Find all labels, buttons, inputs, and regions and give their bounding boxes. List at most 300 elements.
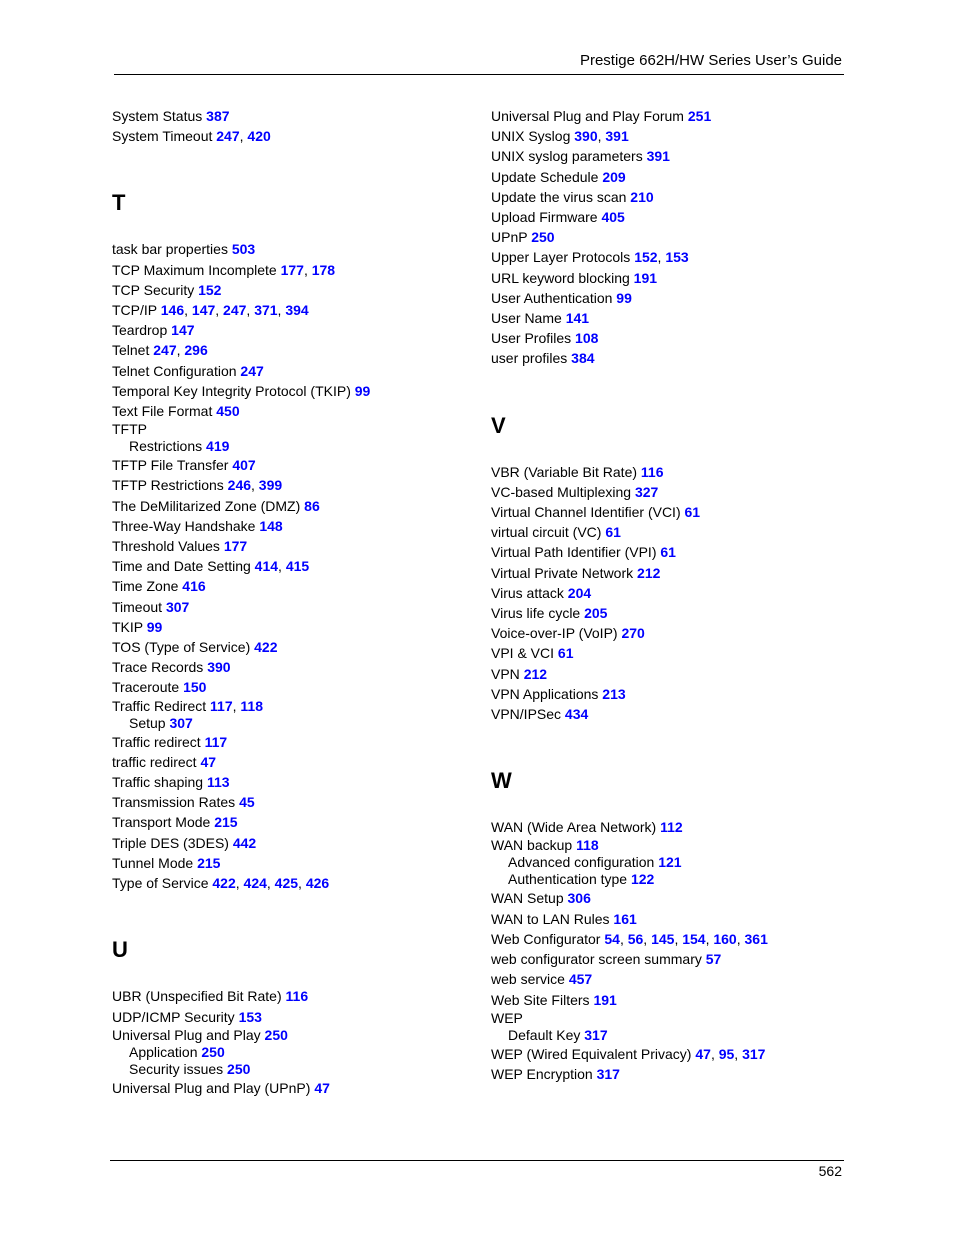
index-term: TCP Maximum Incomplete xyxy=(112,261,277,278)
page-link[interactable]: 117 xyxy=(204,733,228,750)
index-entry xyxy=(491,603,871,623)
index-entry xyxy=(112,475,492,495)
header-rule xyxy=(114,74,844,75)
index-term: VBR (Variable Bit Rate) xyxy=(491,463,638,480)
page-link[interactable]: 246 xyxy=(227,477,252,494)
index-entry xyxy=(112,320,492,340)
index-term: WEP xyxy=(491,1009,523,1026)
index-subentry xyxy=(491,871,871,888)
page-link[interactable]: 118 xyxy=(576,837,599,854)
index-entry xyxy=(112,361,492,381)
page-link[interactable]: 422 xyxy=(212,875,236,892)
index-entry xyxy=(112,597,492,617)
index-entry xyxy=(112,381,492,401)
page-link[interactable]: 153 xyxy=(238,1008,262,1025)
index-term: System Status xyxy=(112,108,203,124)
index-term: Text File Format xyxy=(112,403,213,420)
page-separator: , xyxy=(277,302,286,319)
index-entry xyxy=(112,677,492,697)
index-entry xyxy=(112,260,492,280)
index-entry xyxy=(491,207,871,227)
page-link[interactable]: 391 xyxy=(605,128,629,145)
page-link[interactable]: 390 xyxy=(574,128,598,145)
index-entry xyxy=(112,496,492,516)
page-link[interactable]: 56 xyxy=(627,930,644,947)
index-term: VPN/IPSec xyxy=(491,706,562,723)
index-term: Voice-over-IP (VoIP) xyxy=(491,625,618,642)
index-term: Temporal Key Integrity Protocol (TKIP) xyxy=(112,382,351,399)
index-term: Web Site Filters xyxy=(491,991,590,1008)
index-entry xyxy=(112,657,492,677)
page-link[interactable]: 122 xyxy=(630,871,655,888)
page-link[interactable]: 317 xyxy=(584,1026,608,1043)
index-entry xyxy=(491,837,871,854)
index-term: Universal Plug and Play (UPnP) xyxy=(112,1079,311,1096)
page-link[interactable]: 503 xyxy=(231,241,256,258)
page-link[interactable]: 306 xyxy=(567,890,591,907)
index-term: TOS (Type of Service) xyxy=(112,639,251,656)
page-separator: , xyxy=(184,302,192,319)
index-term: Telnet xyxy=(112,342,150,359)
page-link[interactable]: 152 xyxy=(634,249,658,266)
index-term: VPI & VCI xyxy=(491,645,555,662)
index-entry xyxy=(112,340,492,360)
index-entry xyxy=(491,704,871,724)
index-entry xyxy=(491,949,871,969)
page-link[interactable]: 145 xyxy=(651,930,675,947)
index-entry xyxy=(112,853,492,873)
index-term: Tunnel Mode xyxy=(112,854,194,871)
index-entry xyxy=(112,106,492,126)
page-link[interactable]: 177 xyxy=(223,538,248,555)
page-link[interactable]: 118 xyxy=(240,697,263,714)
page-link[interactable]: 247 xyxy=(216,128,240,145)
index-entry xyxy=(112,1007,492,1027)
page-link[interactable]: 250 xyxy=(201,1043,225,1060)
page-link[interactable]: 108 xyxy=(575,330,599,347)
page-link[interactable]: 296 xyxy=(184,342,208,359)
index-term: WAN backup xyxy=(491,837,573,854)
index-term: Type of Service xyxy=(112,875,209,892)
page-link[interactable]: 191 xyxy=(593,991,617,1008)
page-link[interactable]: 250 xyxy=(264,1026,288,1043)
index-term: web configurator screen summary xyxy=(491,951,702,968)
page-link[interactable]: 251 xyxy=(687,108,712,124)
index-term: Advanced configuration xyxy=(508,854,655,871)
page-link[interactable]: 112 xyxy=(660,819,683,836)
page-link[interactable]: 317 xyxy=(596,1065,620,1082)
page-link[interactable]: 247 xyxy=(153,342,177,359)
page-link[interactable]: 121 xyxy=(658,854,682,871)
index-term: Setup xyxy=(129,714,166,731)
page-separator: , xyxy=(298,875,306,892)
page-link[interactable]: 153 xyxy=(665,249,689,266)
index-term: Transport Mode xyxy=(112,814,211,831)
page-separator: , xyxy=(251,477,259,494)
index-term: Authentication type xyxy=(508,871,628,888)
index-entry xyxy=(491,888,871,908)
index-entry xyxy=(112,752,492,772)
index-term: UPnP xyxy=(491,229,528,246)
index-term: Traffic redirect xyxy=(112,733,201,750)
page-link[interactable]: 387 xyxy=(206,108,230,124)
index-term: VPN xyxy=(491,665,520,682)
index-entry xyxy=(491,542,871,562)
page-link[interactable]: 442 xyxy=(232,834,257,851)
page-link[interactable]: 47 xyxy=(200,753,217,770)
index-term: WAN to LAN Rules xyxy=(491,910,610,927)
index-term: UNIX Syslog xyxy=(491,128,571,145)
index-entry xyxy=(112,576,492,596)
index-section xyxy=(491,413,871,725)
index-term: Time and Date Setting xyxy=(112,558,251,575)
index-entry xyxy=(491,146,871,166)
index-entry xyxy=(491,990,871,1010)
page-link[interactable]: 384 xyxy=(571,350,595,367)
page-separator: , xyxy=(705,930,714,947)
index-entry xyxy=(112,812,492,832)
index-term: TFTP File Transfer xyxy=(112,457,229,474)
page-link[interactable]: 61 xyxy=(557,645,574,662)
page-link[interactable]: 416 xyxy=(182,578,206,595)
index-term: Upload Firmware xyxy=(491,209,598,226)
page-separator: , xyxy=(674,930,683,947)
index-entry xyxy=(491,502,871,522)
index-entry xyxy=(491,817,871,837)
section-letter-heading: W xyxy=(491,768,512,794)
index-term: System Timeout xyxy=(112,128,213,145)
index-entry xyxy=(491,328,871,348)
index-section xyxy=(112,106,492,146)
index-entry xyxy=(112,421,492,438)
index-term: Restrictions xyxy=(129,438,203,455)
page-link[interactable]: 161 xyxy=(613,910,637,927)
page-link[interactable]: 54 xyxy=(604,930,620,947)
index-term: User Profiles xyxy=(491,330,572,347)
index-entry xyxy=(491,247,871,267)
index-term: Virus life cycle xyxy=(491,605,581,622)
page-link[interactable]: 61 xyxy=(660,544,676,561)
index-entry xyxy=(491,643,871,663)
index-term: Upper Layer Protocols xyxy=(491,249,631,266)
page-link[interactable]: 160 xyxy=(713,930,737,947)
index-term: TCP/IP xyxy=(112,302,157,319)
section-letter-heading: T xyxy=(112,190,126,216)
index-term: Virus attack xyxy=(491,584,564,601)
index-entry xyxy=(112,536,492,556)
index-term: Universal Plug and Play Forum xyxy=(491,108,684,124)
index-entry xyxy=(112,772,492,792)
index-term: Three-Way Handshake xyxy=(112,517,256,534)
page-link[interactable]: 210 xyxy=(630,188,654,205)
index-column-left xyxy=(112,106,492,1098)
page-link[interactable]: 99 xyxy=(616,289,632,306)
footer-rule xyxy=(110,1160,844,1161)
index-term: WAN (Wide Area Network) xyxy=(491,819,657,836)
page-link[interactable]: 425 xyxy=(274,875,299,892)
index-term: VC-based Multiplexing xyxy=(491,483,632,500)
index-term: UBR (Unspecified Bit Rate) xyxy=(112,988,282,1005)
index-term: Trace Records xyxy=(112,659,204,676)
index-entry xyxy=(491,482,871,502)
index-entry xyxy=(491,462,871,482)
index-entry xyxy=(112,239,492,259)
index-term: virtual circuit (VC) xyxy=(491,524,602,541)
index-entry xyxy=(112,280,492,300)
page-link[interactable]: 422 xyxy=(254,639,278,656)
index-subentry xyxy=(112,715,492,732)
index-entry xyxy=(491,684,871,704)
page-link[interactable]: 457 xyxy=(568,971,593,988)
page-link[interactable]: 399 xyxy=(258,477,283,494)
page-link[interactable]: 390 xyxy=(207,659,231,676)
page-link[interactable]: 391 xyxy=(646,148,670,165)
index-term: TFTP xyxy=(112,421,147,438)
index-subentry xyxy=(112,438,492,455)
index-term: UNIX syslog parameters xyxy=(491,148,643,165)
page-link[interactable]: 307 xyxy=(169,714,193,731)
page-separator: , xyxy=(235,875,244,892)
page-separator: , xyxy=(239,128,248,145)
page-separator: , xyxy=(710,1045,719,1062)
page-link[interactable]: 116 xyxy=(640,463,664,480)
page-link[interactable]: 307 xyxy=(165,598,190,615)
page-link[interactable]: 434 xyxy=(564,706,589,723)
page-link[interactable]: 215 xyxy=(214,814,238,831)
index-term: user profiles xyxy=(491,350,568,367)
index-term: URL keyword blocking xyxy=(491,269,630,286)
index-term: Update Schedule xyxy=(491,168,599,185)
page-link[interactable]: 116 xyxy=(285,988,309,1005)
index-term: UDP/ICMP Security xyxy=(112,1008,235,1025)
index-entry xyxy=(112,732,492,752)
page-link[interactable]: 95 xyxy=(718,1045,735,1062)
page-link[interactable]: 327 xyxy=(634,483,659,500)
index-entry xyxy=(491,308,871,328)
index-entry xyxy=(112,637,492,657)
index-entry xyxy=(112,126,492,146)
page-separator: , xyxy=(734,1045,743,1062)
page-separator: , xyxy=(303,261,312,278)
page-link[interactable]: 212 xyxy=(523,665,548,682)
index-entry xyxy=(491,268,871,288)
page-link[interactable]: 113 xyxy=(206,774,230,791)
index-term: Security issues xyxy=(129,1060,224,1077)
index-term: Threshold Values xyxy=(112,538,220,555)
page-link[interactable]: 204 xyxy=(567,584,592,601)
index-entry xyxy=(491,909,871,929)
index-term: Teardrop xyxy=(112,322,168,339)
index-entry xyxy=(491,929,871,949)
index-term: Virtual Private Network xyxy=(491,564,634,581)
index-entry xyxy=(491,1064,871,1084)
index-entry xyxy=(112,617,492,637)
index-entry xyxy=(112,516,492,536)
index-term: TKIP xyxy=(112,618,143,635)
index-entry xyxy=(112,1027,492,1044)
index-term: Telnet Configuration xyxy=(112,362,237,379)
page-link[interactable]: 154 xyxy=(682,930,706,947)
index-entry xyxy=(112,986,492,1006)
page-link[interactable]: 61 xyxy=(684,504,701,521)
page-link[interactable]: 247 xyxy=(240,362,264,379)
index-entry xyxy=(112,873,492,893)
index-term: TFTP Restrictions xyxy=(112,477,224,494)
index-entry xyxy=(491,167,871,187)
page-separator: , xyxy=(619,930,628,947)
page-link[interactable]: 178 xyxy=(311,261,336,278)
page-link[interactable]: 317 xyxy=(742,1045,766,1062)
page-separator: , xyxy=(176,342,185,359)
index-section xyxy=(112,190,492,893)
index-term: User Name xyxy=(491,310,562,327)
index-entry xyxy=(112,792,492,812)
page-link[interactable]: 394 xyxy=(285,302,309,319)
index-term: Timeout xyxy=(112,598,163,615)
page-link[interactable]: 146 xyxy=(160,302,185,319)
page-separator: , xyxy=(597,128,606,145)
page-separator: , xyxy=(232,697,241,714)
index-entry xyxy=(491,969,871,989)
page-link[interactable]: 117 xyxy=(210,697,233,714)
index-entry xyxy=(112,833,492,853)
page-link[interactable]: 147 xyxy=(171,322,195,339)
index-term: traffic redirect xyxy=(112,753,197,770)
page-link[interactable]: 247 xyxy=(223,302,247,319)
index-term: Transmission Rates xyxy=(112,794,236,811)
index-entry xyxy=(112,455,492,475)
page-link[interactable]: 147 xyxy=(191,302,216,319)
page-link[interactable]: 407 xyxy=(232,457,256,474)
page-link[interactable]: 361 xyxy=(744,930,768,947)
page-link[interactable]: 86 xyxy=(304,497,320,514)
page-link[interactable]: 191 xyxy=(633,269,658,286)
index-entry xyxy=(491,126,871,146)
running-header-title: Prestige 662H/HW Series User’s Guide xyxy=(579,52,842,69)
index-section xyxy=(491,768,871,1084)
index-term: Traffic shaping xyxy=(112,774,204,791)
index-term: Time Zone xyxy=(112,578,179,595)
index-entry xyxy=(491,583,871,603)
page-link[interactable]: 450 xyxy=(216,403,240,420)
index-entry xyxy=(112,401,492,421)
page-link[interactable]: 250 xyxy=(227,1060,251,1077)
page-link[interactable]: 213 xyxy=(602,685,626,702)
page-separator: , xyxy=(657,249,666,266)
index-term: Virtual Channel Identifier (VCI) xyxy=(491,504,681,521)
index-entry xyxy=(491,348,871,368)
index-term: VPN Applications xyxy=(491,685,599,702)
index-entry xyxy=(491,288,871,308)
index-subentry xyxy=(491,1027,871,1044)
index-term: Web Configurator xyxy=(491,930,601,947)
page-separator: , xyxy=(215,302,224,319)
page-link[interactable]: 205 xyxy=(584,605,608,622)
page-link[interactable]: 45 xyxy=(239,794,255,811)
page-link[interactable]: 419 xyxy=(206,438,230,455)
index-section xyxy=(112,937,492,1098)
page-separator: , xyxy=(643,930,652,947)
page-link[interactable]: 177 xyxy=(280,261,304,278)
index-term: Triple DES (3DES) xyxy=(112,834,229,851)
index-term: Virtual Path Identifier (VPI) xyxy=(491,544,657,561)
index-entry xyxy=(491,522,871,542)
index-term: Universal Plug and Play xyxy=(112,1026,261,1043)
page-link[interactable]: 215 xyxy=(197,854,221,871)
page-link[interactable]: 99 xyxy=(146,618,163,635)
index-term: Default Key xyxy=(508,1026,581,1043)
index-entry xyxy=(491,227,871,247)
page-link[interactable]: 57 xyxy=(705,951,722,968)
index-term: Update the virus scan xyxy=(491,188,627,205)
index-term: TCP Security xyxy=(112,281,195,298)
page-link[interactable]: 415 xyxy=(285,558,310,575)
index-term: Traceroute xyxy=(112,679,180,696)
page-separator: , xyxy=(736,930,745,947)
index-term: The DeMilitarized Zone (DMZ) xyxy=(112,497,301,514)
index-entry xyxy=(491,106,871,126)
page-link[interactable]: 150 xyxy=(183,679,207,696)
page-link[interactable]: 152 xyxy=(198,281,222,298)
page-link[interactable]: 212 xyxy=(637,564,661,581)
page-separator: , xyxy=(278,558,286,575)
index-subentry xyxy=(112,1044,492,1061)
page-link[interactable]: 148 xyxy=(259,517,283,534)
page-link[interactable]: 405 xyxy=(601,209,625,226)
page-link[interactable]: 414 xyxy=(254,558,279,575)
index-term: WEP (Wired Equivalent Privacy) xyxy=(491,1045,692,1062)
index-term: task bar properties xyxy=(112,241,228,258)
index-term: User Authentication xyxy=(491,289,613,306)
index-subentry xyxy=(112,1061,492,1078)
index-term: WAN Setup xyxy=(491,890,564,907)
index-entry xyxy=(491,1044,871,1064)
page-link[interactable]: 47 xyxy=(314,1079,330,1096)
section-letter-heading: V xyxy=(491,412,506,438)
page-link[interactable]: 141 xyxy=(565,310,590,327)
page-link[interactable]: 99 xyxy=(354,382,371,399)
page-number: 562 xyxy=(818,1163,842,1179)
index-subentry xyxy=(491,854,871,871)
index-entry xyxy=(491,623,871,643)
index-entry xyxy=(491,664,871,684)
index-entry xyxy=(112,1078,492,1098)
page-link[interactable]: 250 xyxy=(531,229,555,246)
page-link[interactable]: 371 xyxy=(254,302,278,319)
index-entry xyxy=(491,1010,871,1027)
page-link[interactable]: 47 xyxy=(695,1045,711,1062)
index-term: Application xyxy=(129,1043,198,1060)
section-letter-heading: U xyxy=(112,937,128,963)
index-column-right xyxy=(491,106,871,1084)
page-separator: , xyxy=(266,875,275,892)
page-link[interactable]: 426 xyxy=(305,875,330,892)
page-link[interactable]: 424 xyxy=(243,875,267,892)
page-separator: , xyxy=(246,302,255,319)
index-term: Traffic Redirect xyxy=(112,697,207,714)
index-entry xyxy=(112,556,492,576)
index-entry xyxy=(491,187,871,207)
page-link[interactable]: 270 xyxy=(621,625,645,642)
index-entry xyxy=(112,300,492,320)
page-link[interactable]: 61 xyxy=(605,524,621,541)
page-link[interactable]: 420 xyxy=(247,128,271,145)
page-link[interactable]: 209 xyxy=(602,168,626,185)
index-term: web service xyxy=(491,971,565,988)
index-section xyxy=(491,106,871,369)
index-entry xyxy=(491,563,871,583)
index-term: WEP Encryption xyxy=(491,1065,593,1082)
